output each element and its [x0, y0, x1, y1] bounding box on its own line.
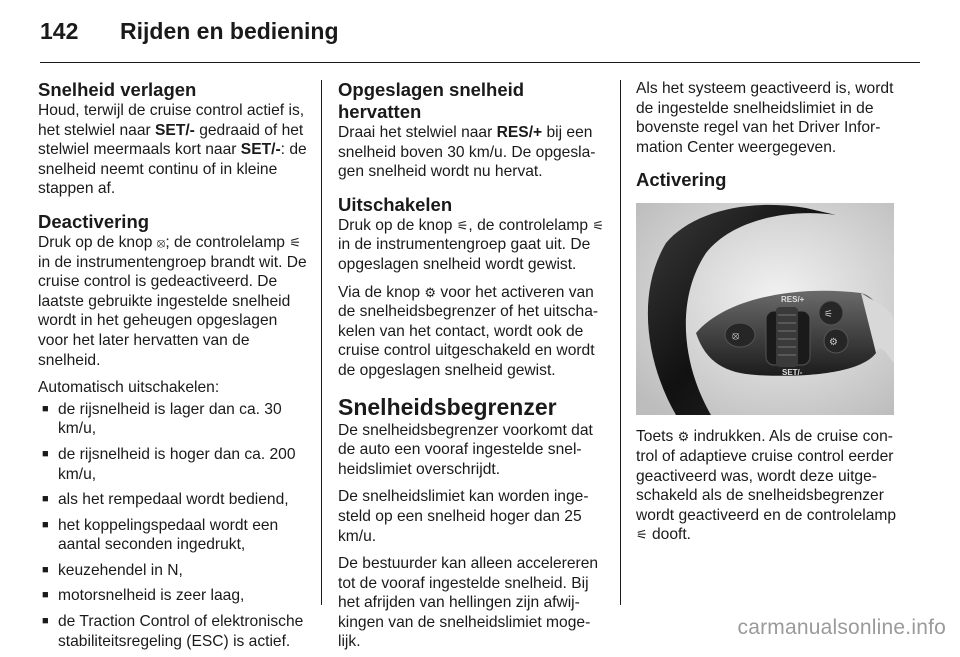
- column-3: [636, 79, 902, 545]
- column-1: [38, 79, 308, 657]
- res-label: RES/+: [781, 295, 805, 305]
- cruise-control-button-icon: ⚟: [456, 217, 469, 233]
- auto-off-list: [38, 400, 308, 652]
- list-item: ■ de Traction Control of elektronische stabiliteitsregeling (ESC) is actief.: [38, 612, 308, 651]
- heading-uitschakelen: Uitschakelen: [338, 193, 453, 215]
- cancel-icon: ⦻: [156, 234, 166, 250]
- page-number: 142: [40, 18, 79, 44]
- list-item: ■ motorsnelheid is zeer laag,: [38, 586, 308, 606]
- heading-activering: Activering: [636, 169, 727, 191]
- paragraph-resume: Draai het stelwiel naar RES/+ bij een snelheid boven 30 km/u. De opgeslagen snelheid wordt nu hervat.: [338, 124, 596, 181]
- limiter-button-icon: ⚙: [829, 337, 838, 349]
- cruise-control-lamp-icon: ⚟: [636, 527, 648, 543]
- paragraph-limiter-2: De snelheidslimiet kan worden ingesteld op een snelheid hoger dan 25 km/u.: [338, 488, 589, 545]
- steering-wheel-photo: [636, 203, 894, 415]
- cancel-button-icon: ⦻: [732, 329, 740, 343]
- column-divider: [321, 80, 322, 605]
- header-rule: [40, 62, 920, 63]
- list-item: ■ als het rempedaal wordt bediend,: [38, 490, 308, 510]
- paragraph-speed-down: Houd, terwijl de cruise control actief is, het stelwiel naar SET/- gedraaid of het stelwiel meermaals kort naar SET/-: de snelheid neemt continu of in kleine stappen af.: [38, 102, 307, 198]
- list-item: ■ de rijsnelheid is hoger dan ca. 200 km/u,: [38, 445, 308, 484]
- page-title: Rijden en bediening: [120, 18, 339, 44]
- paragraph-limiter-1: De snelheidsbegrenzer voorkomt dat de auto een vooraf ingestelde snelheidslimiet overschrijdt.: [338, 421, 593, 478]
- paragraph-deactivering: Druk op de knop ⦻; de controlelamp ⚟ in de instrumentengroep brandt wit. De cruise control is gedeactiveerd. De laatste gebruikte ingestelde snelheid wordt in het geheugen opgeslagen voor het later hervatten van de snelheid.: [38, 233, 307, 369]
- list-item: ■ keuzehendel in N,: [38, 561, 308, 581]
- paragraph-uitschakelen: Druk op de knop ⚟, de controlelamp ⚟ in de instrumentengroep gaat uit. De opgeslagen snelheid wordt gewist.: [338, 216, 605, 273]
- page-header: [40, 14, 920, 54]
- list-item: ■ het koppelingspedaal wordt een aantal seconden ingedrukt,: [38, 516, 308, 555]
- heading-snelheidsbegrenzer: Snelheidsbegrenzer: [338, 393, 557, 420]
- paragraph-limiter-3: De bestuurder kan alleen accelereren tot de vooraf ingestelde snelheid. Bij het afrijden van hellingen zijn afwijkingen van de snelheidslimiet mogelijk.: [338, 555, 599, 651]
- list-item: ■ de rijsnelheid is lager dan ca. 30 km/u,: [38, 400, 308, 439]
- heading-deactivering: Deactivering: [38, 210, 150, 232]
- speed-limiter-icon: ⚙: [424, 284, 437, 300]
- heading-resume: Opgeslagen snelheid hervatten: [338, 79, 525, 122]
- column-divider: [620, 80, 621, 605]
- steering-wheel-illustration: [636, 203, 894, 415]
- cruise-control-lamp-icon: ⚟: [592, 217, 605, 233]
- watermark: carmanualsonline.info: [737, 616, 946, 639]
- paragraph-intro: Als het systeem geactiveerd is, wordt de ingestelde snelheidslimiet in de bovenste regel van het Driver Information Center weergegeven.: [636, 80, 894, 156]
- speed-limiter-icon: ⚙: [677, 429, 690, 445]
- cruise-button-icon: ⚟: [824, 309, 833, 321]
- paragraph-toets: Toets ⚙ indrukken. Als de cruise control of adaptieve cruise control eerder geactiveerd was, wordt deze uitgeschakeld als de snelheidsbegrenzer wordt geactiveerd en de controlelamp ⚟ dooft.: [636, 428, 897, 544]
- set-label: SET/-: [782, 368, 803, 378]
- heading-speed-down: Snelheid verlagen: [38, 79, 197, 100]
- cruise-control-lamp-icon: ⚟: [289, 234, 301, 250]
- paragraph-uitschakelen-2: Via de knop ⚙ voor het activeren van de snelheidsbegrenzer of het uitschakelen van het contact, wordt ook de cruise control uitgeschakeld en wordt de opgeslagen snelheid gewist.: [338, 283, 599, 379]
- column-2: [338, 79, 606, 652]
- paragraph-auto-off: Automatisch uitschakelen:: [38, 379, 220, 397]
